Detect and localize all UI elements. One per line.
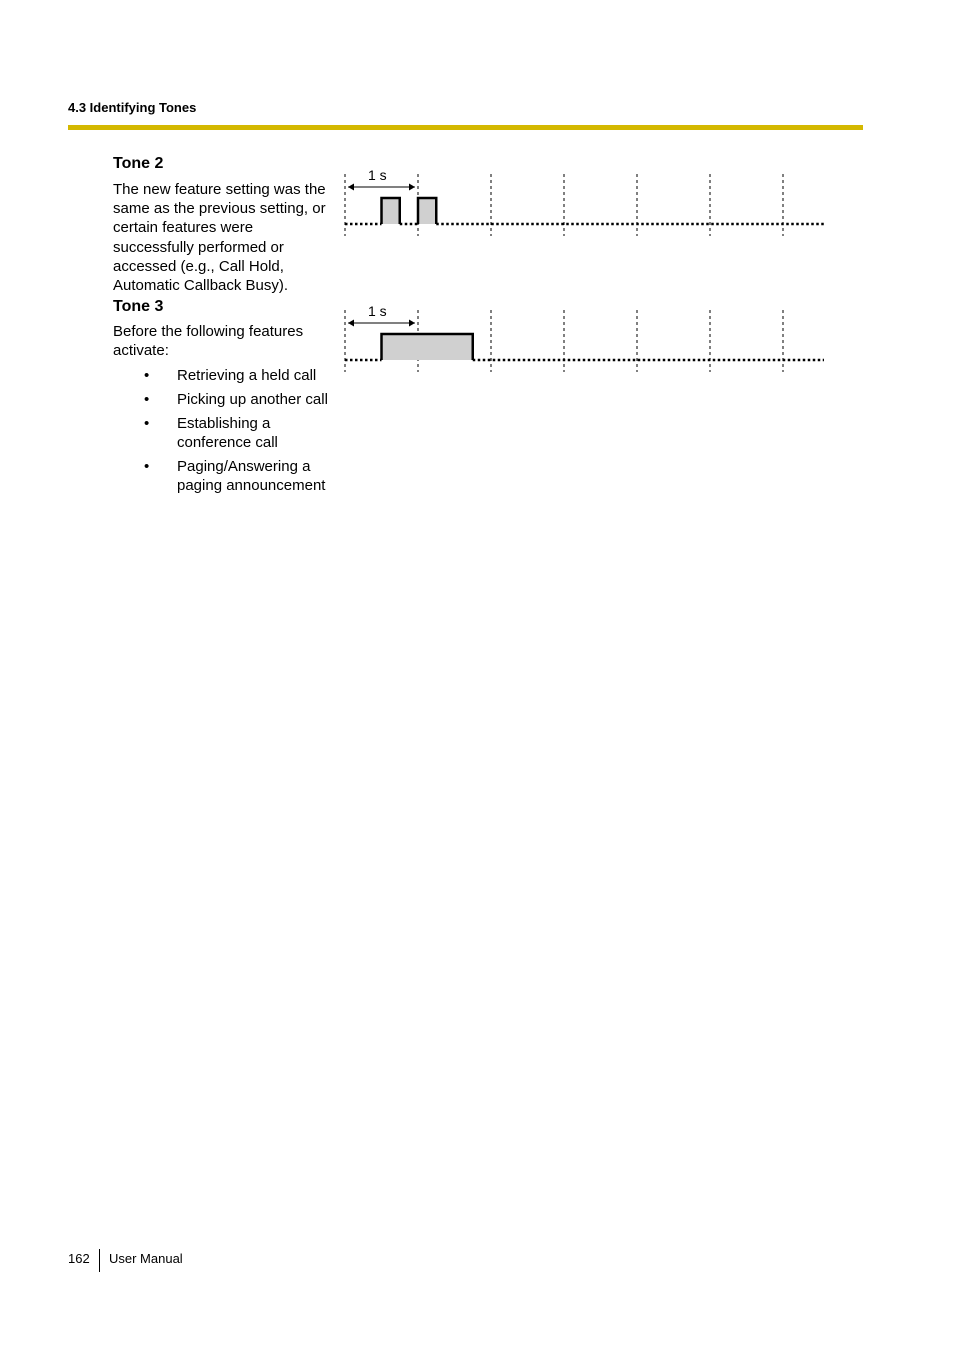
- tone3-title: Tone 3: [113, 298, 164, 315]
- list-item: [113, 390, 337, 409]
- tone3-interval-label: 1 s: [368, 303, 387, 319]
- tone2-tone-pulse-fill: [418, 198, 436, 224]
- tone3-arrow-head-right: [409, 320, 415, 327]
- tone2-tone-pulse-fill: [382, 198, 400, 224]
- tone2-title: Tone 2: [113, 155, 164, 172]
- header-rule: [68, 125, 863, 130]
- tone3-intro: Before the following features activate:: [113, 323, 304, 360]
- list-item-text: Picking up another call: [177, 391, 328, 409]
- bullet-icon: •: [144, 391, 150, 409]
- tone2-timing-diagram: [338, 164, 830, 244]
- tone3-tone-pulse-fill: [382, 334, 473, 360]
- tone3-timing-diagram: [338, 300, 830, 380]
- list-item-text: Paging/Answering a paging announcement: [177, 458, 326, 495]
- tone2-arrow-head-right: [409, 184, 415, 191]
- tone3-arrow-head-left: [348, 320, 354, 327]
- bullet-icon: •: [144, 458, 150, 476]
- footer-divider: [99, 1249, 100, 1272]
- footer-label: User Manual: [109, 1251, 183, 1266]
- bullet-icon: •: [144, 415, 150, 433]
- list-item-text: Retrieving a held call: [177, 367, 317, 385]
- tone2-description: The new feature setting was the same as the previous setting, or certain features were successfully performed or accessed (e.g., Call Hold, Automatic Callback Busy).: [113, 181, 326, 295]
- tone3-feature-list: [113, 366, 338, 495]
- list-item: [113, 457, 337, 495]
- list-item-text: Establishing a conference call: [177, 415, 278, 452]
- section-header: 4.3 Identifying Tones: [68, 100, 197, 115]
- tone2-section: [113, 154, 338, 295]
- tone2-interval-label: 1 s: [368, 167, 387, 183]
- tone2-arrow-head-left: [348, 184, 354, 191]
- bullet-icon: •: [144, 367, 150, 385]
- tone3-section: [113, 297, 338, 500]
- page-number: 162: [68, 1251, 90, 1266]
- list-item: [113, 414, 337, 452]
- list-item: [113, 366, 337, 385]
